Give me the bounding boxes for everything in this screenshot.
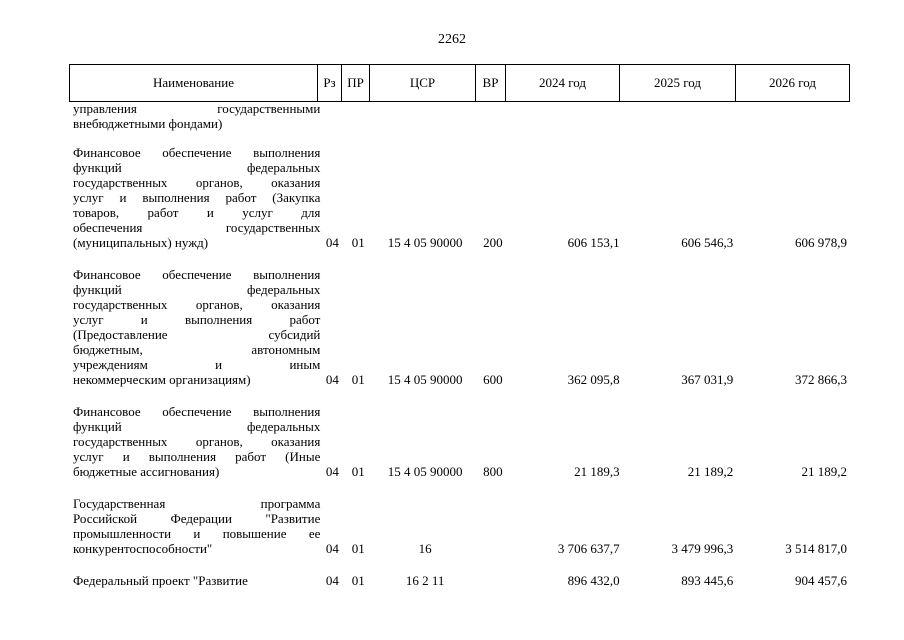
row-csr: 15 4 05 90000 bbox=[387, 372, 463, 387]
column-header-2026: 2026 год bbox=[736, 65, 850, 102]
row-name-line: внебюджетными фондами) bbox=[73, 116, 223, 131]
column-header-vr: ВР bbox=[476, 65, 506, 102]
table-body bbox=[69, 101, 849, 605]
row-2024: 21 189,3 bbox=[574, 464, 620, 479]
column-header-name: Наименование bbox=[70, 65, 318, 102]
row-2025: 3 479 996,3 bbox=[671, 541, 734, 556]
table-header bbox=[69, 64, 850, 102]
row-2025: 367 031,9 bbox=[681, 372, 734, 387]
row-name bbox=[69, 101, 320, 131]
row-csr: 16 bbox=[418, 541, 432, 556]
row-2026: 3 514 817,0 bbox=[785, 541, 847, 556]
row-2026: 21 189,2 bbox=[801, 464, 847, 479]
row-name-line: некоммерческим организациям) bbox=[73, 372, 251, 387]
row-name bbox=[69, 404, 320, 479]
table-row bbox=[69, 101, 849, 131]
row-name-line: Федеральный проект "Развитие bbox=[73, 573, 248, 588]
row-2026: 904 457,6 bbox=[794, 573, 847, 588]
row-name-line: государственных органов, оказания bbox=[73, 297, 321, 312]
row-2024: 3 706 637,7 bbox=[557, 541, 620, 556]
row-vr: 600 bbox=[483, 372, 503, 387]
row-name-line: Государственная программа bbox=[73, 496, 321, 511]
table-row bbox=[69, 267, 849, 387]
row-csr: 15 4 05 90000 bbox=[387, 464, 463, 479]
row-2025: 893 445,6 bbox=[681, 573, 734, 588]
row-name-line: функций федеральных bbox=[73, 282, 321, 297]
row-name-line: учреждениям и иным bbox=[73, 357, 321, 372]
row-pr: 01 bbox=[351, 573, 365, 588]
row-name-line: государственных органов, оказания bbox=[73, 434, 321, 449]
table-row bbox=[69, 404, 849, 479]
row-name bbox=[69, 573, 320, 588]
column-header-csr: ЦСР bbox=[370, 65, 476, 102]
row-vr: 800 bbox=[483, 464, 503, 479]
column-header-pr: ПР bbox=[342, 65, 370, 102]
row-name-line: услуг и выполнения работ (Закупка bbox=[73, 190, 321, 205]
row-name-line: управления государственными bbox=[73, 101, 321, 116]
table-row bbox=[69, 145, 849, 250]
row-pr: 01 bbox=[351, 541, 365, 556]
row-name bbox=[69, 267, 320, 387]
column-header-rz: Рз bbox=[318, 65, 342, 102]
row-2026: 372 866,3 bbox=[794, 372, 847, 387]
row-2025: 606 546,3 bbox=[681, 235, 734, 250]
row-csr: 15 4 05 90000 bbox=[387, 235, 463, 250]
row-rz: 04 bbox=[325, 573, 339, 588]
row-rz: 04 bbox=[325, 541, 339, 556]
row-name-line: услуг и выполнения работ bbox=[73, 312, 321, 327]
row-rz: 04 bbox=[325, 464, 339, 479]
row-csr: 16 2 11 bbox=[405, 573, 445, 588]
row-pr: 01 bbox=[351, 235, 365, 250]
row-2025: 21 189,2 bbox=[687, 464, 734, 479]
row-name-line: функций федеральных bbox=[73, 160, 321, 175]
table-row bbox=[69, 496, 849, 556]
row-name-line: бюджетные ассигнования) bbox=[73, 464, 220, 479]
row-name-line: функций федеральных bbox=[73, 419, 321, 434]
column-header-2024: 2024 год bbox=[506, 65, 620, 102]
row-name-line: промышленности и повышение ее bbox=[73, 526, 321, 541]
row-name-line: услуг и выполнения работ (Иные bbox=[73, 449, 321, 464]
row-name-line: обеспечения государственных bbox=[73, 220, 321, 235]
row-name-line: (Предоставление субсидий bbox=[73, 327, 321, 342]
row-name bbox=[69, 496, 320, 556]
row-vr: 200 bbox=[483, 235, 503, 250]
page-number: 2262 bbox=[438, 32, 466, 47]
row-2024: 896 432,0 bbox=[567, 573, 620, 588]
row-name bbox=[69, 145, 320, 250]
row-name-line: Российской Федерации "Развитие bbox=[73, 511, 321, 526]
row-2026: 606 978,9 bbox=[794, 235, 847, 250]
row-name-line: (муниципальных) нужд) bbox=[73, 235, 209, 250]
table-row bbox=[69, 573, 849, 588]
row-pr: 01 bbox=[351, 464, 365, 479]
row-2024: 606 153,1 bbox=[567, 235, 620, 250]
row-rz: 04 bbox=[325, 372, 339, 387]
row-name-line: Финансовое обеспечение выполнения bbox=[73, 404, 321, 419]
row-pr: 01 bbox=[351, 372, 365, 387]
row-name-line: Финансовое обеспечение выполнения bbox=[73, 267, 321, 282]
row-name-line: бюджетным, автономным bbox=[73, 342, 321, 357]
row-2024: 362 095,8 bbox=[567, 372, 620, 387]
row-rz: 04 bbox=[325, 235, 339, 250]
row-name-line: Финансовое обеспечение выполнения bbox=[73, 145, 321, 160]
row-name-line: товаров, работ и услуг для bbox=[73, 205, 321, 220]
row-name-line: государственных органов, оказания bbox=[73, 175, 321, 190]
row-name-line: конкурентоспособности" bbox=[73, 541, 213, 556]
column-header-2025: 2025 год bbox=[620, 65, 736, 102]
